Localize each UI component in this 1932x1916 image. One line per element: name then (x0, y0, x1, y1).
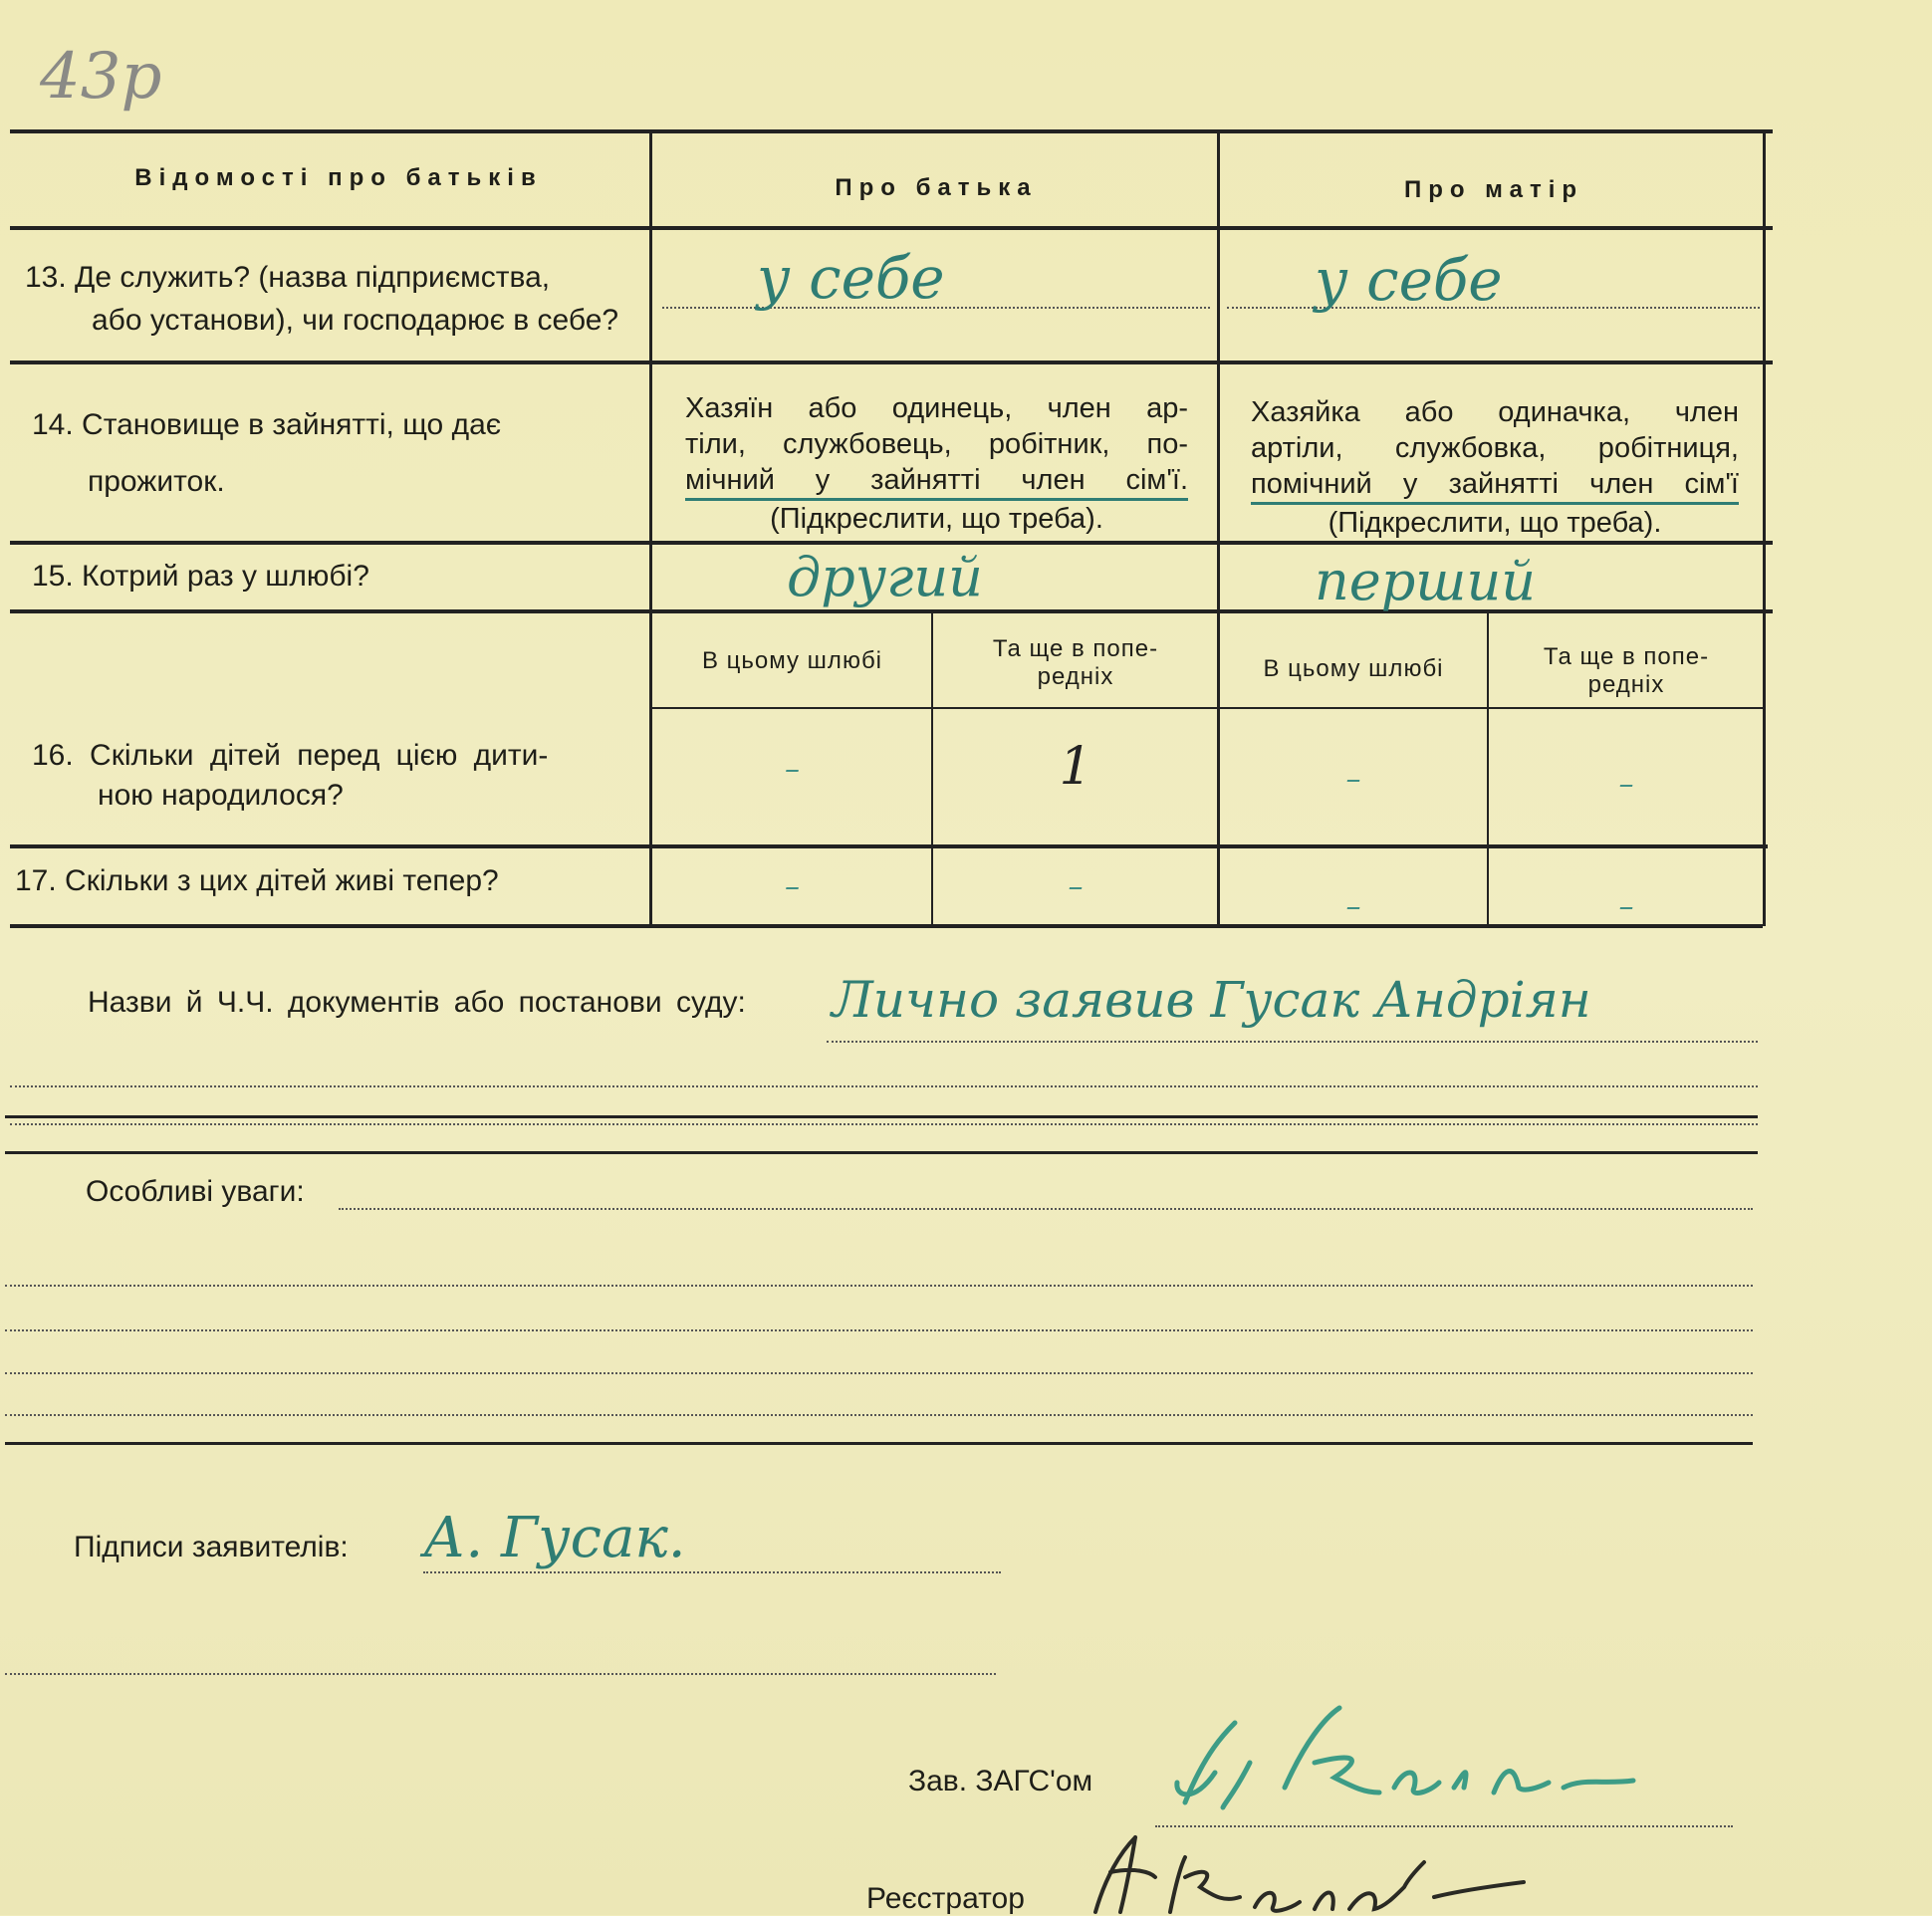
q14-father-line3: мічний у зайнятті член сім'ї. (685, 462, 1188, 501)
table-right-border (1763, 131, 1766, 926)
q14-father-line1: Хазяїн або одинець, член ар- (685, 392, 1188, 424)
q15-label: 15. Котрий раз у шлюбі? (32, 560, 369, 593)
remarks-dotted-line-1 (339, 1208, 1753, 1210)
q16-mother-this-value: – (1345, 762, 1361, 797)
remarks-dotted-line-2 (5, 1285, 1753, 1287)
registrar-signature (1076, 1817, 1534, 1915)
q16-father-sub-this: В цьому шлюбі (701, 647, 883, 674)
q14-father-options (685, 390, 1188, 537)
q14-mother-line2: артіли, службовка, робітниця, (1251, 432, 1739, 464)
q16-father-prev-value: 1 (1059, 737, 1092, 797)
head-of-registry-signature (1165, 1693, 1643, 1822)
q14-mother-line4: (Підкреслити, що треба). (1328, 507, 1662, 539)
q14-father-line2: тіли, службовець, робітник, по- (685, 428, 1188, 460)
row13-bottom-border (10, 360, 1773, 364)
remarks-dotted-line-3 (5, 1329, 1753, 1331)
q17-mother-this-value: – (1345, 889, 1361, 924)
applicants-signature-label: Підписи заявителів: (74, 1531, 349, 1563)
q16-father-this-value: – (785, 752, 800, 787)
row14-bottom-border (10, 541, 1773, 545)
table-bottom-border (10, 924, 1763, 928)
documents-separator (5, 1115, 1758, 1118)
q14-father-line4: (Підкреслити, що треба). (770, 503, 1103, 535)
q13-label-line1: 13. Де служить? (назва підприємства, (25, 261, 551, 294)
remarks-top-rule (5, 1151, 1758, 1154)
remarks-dotted-line-4 (5, 1372, 1753, 1374)
q14-label-line2: прожиток. (88, 465, 225, 498)
documents-dotted-line-3 (10, 1123, 1758, 1125)
header-mother-column: Про матір (1403, 176, 1584, 203)
margin-note: 43р (40, 40, 162, 114)
documents-label: Назви й Ч.Ч. документів або постанови суду: (88, 986, 746, 1019)
documents-dotted-line-2 (10, 1085, 1758, 1087)
q16-mother-prev-value: – (1618, 767, 1634, 802)
header-father-column: Про батька (835, 174, 1038, 201)
q16-father-sub-prev-line1: Та ще в попе- (992, 635, 1159, 662)
row16-bottom-border (10, 844, 1768, 848)
documents-value: Лично заявив Гусак Андріян (832, 971, 1591, 1029)
q16-label-line2: ною народилося? (98, 779, 344, 812)
documents-dotted-line-1 (827, 1041, 1758, 1043)
registrar-label: Реєстратор (866, 1882, 1025, 1915)
head-of-registry-label: Зав. ЗАГС'ом (908, 1765, 1093, 1797)
q16-mother-sub-prev-line2: редніх (1587, 671, 1665, 698)
q16-mother-sub-prev (1492, 643, 1761, 699)
header-info-column: Відомості про батьків (134, 164, 543, 191)
q17-label: 17. Скільки з цих дітей живі тепер? (15, 864, 499, 897)
q16-father-sub-prev (936, 635, 1215, 691)
father-subcolumn-divider (931, 611, 933, 926)
q13-label-line2: або установи), чи господарює в себе? (92, 304, 619, 337)
applicants-dotted-line-1 (423, 1571, 1001, 1573)
q15-mother-answer: перший (1315, 550, 1537, 612)
column-divider-2 (1217, 131, 1220, 926)
q17-father-prev-value: – (1068, 869, 1084, 904)
q16-label-line1: 16. Скільки дітей перед цією дити- (32, 739, 549, 772)
q14-mother-line3: помічний у зайнятті член сім'ї (1251, 466, 1739, 505)
q13-father-answer: у себе (757, 244, 945, 312)
header-bottom-border (10, 226, 1773, 230)
column-divider-1 (649, 131, 652, 926)
mother-subcolumn-divider (1487, 611, 1489, 926)
q13-mother-answer: у себе (1315, 246, 1503, 314)
q14-mother-line1: Хазяйка або одиначка, член (1251, 396, 1739, 428)
remarks-dotted-line-5 (5, 1414, 1753, 1416)
remarks-label: Особливі уваги: (86, 1175, 305, 1208)
q14-mother-options (1251, 394, 1739, 541)
applicants-signature: А. Гусак. (423, 1506, 686, 1570)
q17-mother-prev-value: – (1618, 889, 1634, 924)
row16-subheader-border (652, 707, 1763, 709)
applicants-dotted-line-2 (5, 1673, 996, 1675)
q17-father-this-value: – (785, 869, 800, 904)
table-top-border (10, 129, 1773, 133)
q16-mother-sub-this: В цьому шлюбі (1263, 655, 1444, 682)
remarks-bottom-rule (5, 1442, 1753, 1445)
q16-mother-sub-prev-line1: Та ще в попе- (1543, 643, 1710, 670)
q16-father-sub-prev-line2: редніх (1037, 663, 1114, 690)
q14-label-line1: 14. Становище в зайнятті, що дає (32, 408, 502, 441)
q15-father-answer: другий (787, 546, 983, 608)
